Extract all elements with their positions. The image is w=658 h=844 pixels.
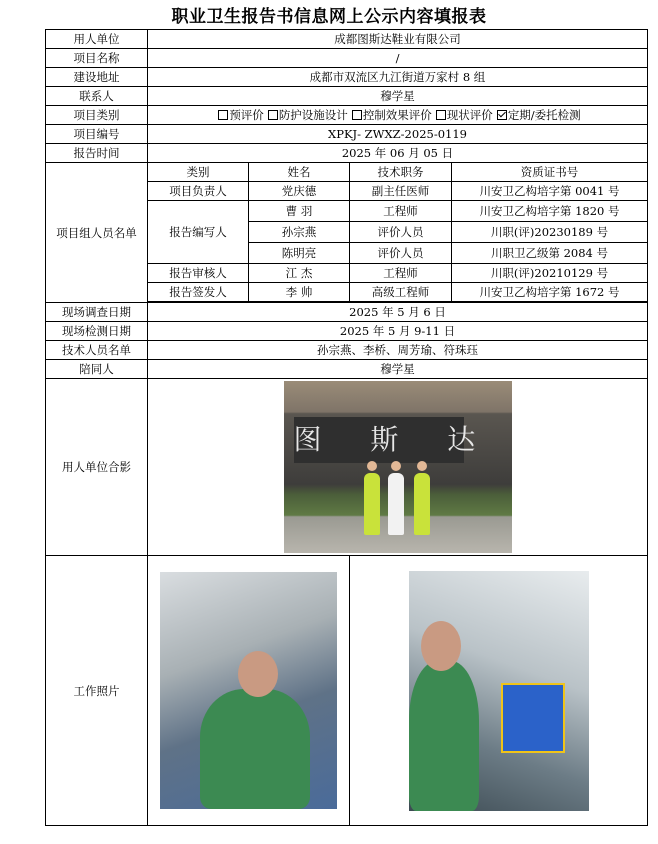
writer-2-title: 评价人员: [350, 222, 452, 243]
report-time-label: 报告时间: [46, 144, 148, 163]
team-header-category: 类别: [148, 163, 249, 182]
worker-head: [238, 651, 278, 697]
survey-date-label: 现场调查日期: [46, 303, 148, 322]
team-header-row: [46, 163, 648, 182]
employer-value: 成都图斯达鞋业有限公司: [148, 30, 648, 49]
project-name-label: 项目名称: [46, 49, 148, 68]
worker-figure: [200, 689, 310, 809]
team-header-cert: 资质证书号: [452, 163, 648, 182]
detector-device: [501, 683, 565, 753]
row-project-no: [46, 125, 648, 144]
reviewer-role: 报告审核人: [148, 264, 249, 283]
issuer-title: 高级工程师: [350, 283, 452, 302]
work-photo-label: 工作照片: [46, 556, 148, 826]
team-header-title: 技术职务: [350, 163, 452, 182]
escort-label: 陪同人: [46, 360, 148, 379]
employer-label: 用人单位: [46, 30, 148, 49]
person-head: [367, 461, 377, 471]
row-address: [46, 68, 648, 87]
factory-sign: 图 斯 达: [294, 417, 464, 463]
issuer-cert: 川安卫乙构培字第 1672 号: [452, 283, 648, 302]
reviewer-cert: 川职(评)20210129 号: [452, 264, 648, 283]
writer-2-name: 孙宗燕: [249, 222, 350, 243]
category-option-label: 预评价: [229, 108, 264, 122]
contact-value: 穆学星: [148, 87, 648, 106]
worker-head: [421, 621, 461, 671]
category-checkbox[interactable]: [352, 110, 362, 120]
work-photo-cell-1: [148, 556, 350, 826]
category-options: [148, 106, 648, 125]
row-group-photo: [46, 379, 648, 556]
tech-staff-value: 孙宗燕、李桥、周芳瑜、符珠珏: [148, 341, 648, 360]
work-photo-2: [409, 571, 589, 811]
project-no-value: XPKJ- ZWXZ-2025-0119: [148, 125, 648, 144]
project-no-label: 项目编号: [46, 125, 148, 144]
category-checkbox[interactable]: [497, 110, 507, 120]
reviewer-name: 江 杰: [249, 264, 350, 283]
team-header-name: 姓名: [249, 163, 350, 182]
category-checkbox[interactable]: [268, 110, 278, 120]
test-date-label: 现场检测日期: [46, 322, 148, 341]
work-photo-cell-2: [350, 556, 648, 826]
category-label: 项目类别: [46, 106, 148, 125]
row-category: [46, 106, 648, 125]
row-employer: [46, 30, 648, 49]
page-title: 职业卫生报告书信息网上公示内容填报表: [171, 7, 487, 27]
person-figure: [364, 473, 380, 535]
person-figure: [388, 473, 404, 535]
worker-figure: [409, 661, 479, 811]
writer-2-cert: 川职(评)20230189 号: [452, 222, 648, 243]
row-tech-staff: [46, 341, 648, 360]
test-date-value: 2025 年 5 月 9-11 日: [148, 322, 648, 341]
report-table: [45, 29, 648, 826]
writer-role: 报告编写人: [148, 201, 249, 264]
category-checkbox[interactable]: [218, 110, 228, 120]
work-photo-1: [160, 572, 337, 809]
writer-3-cert: 川职卫乙级第 2084 号: [452, 243, 648, 264]
category-option-label: 现状评价: [446, 108, 493, 122]
category-option-label: 定期/委托检测: [507, 108, 581, 122]
row-test-date: [46, 322, 648, 341]
leader-role: 项目负责人: [148, 182, 249, 201]
group-photo-label: 用人单位合影: [46, 379, 148, 556]
leader-name: 党庆德: [249, 182, 350, 201]
person-figure: [414, 473, 430, 535]
issuer-role: 报告签发人: [148, 283, 249, 302]
reviewer-title: 工程师: [350, 264, 452, 283]
project-name-value: /: [148, 49, 648, 68]
row-report-time: [46, 144, 648, 163]
writer-1-title: 工程师: [350, 201, 452, 222]
writer-3-name: 陈明亮: [249, 243, 350, 264]
leader-cert: 川安卫乙构培字第 0041 号: [452, 182, 648, 201]
address-value: 成都市双流区九江街道万家村 8 组: [148, 68, 648, 87]
escort-value: 穆学星: [148, 360, 648, 379]
row-contact: [46, 87, 648, 106]
report-time-value: 2025 年 06 月 05 日: [148, 144, 648, 163]
row-survey-date: [46, 303, 648, 322]
writer-3-title: 评价人员: [350, 243, 452, 264]
issuer-name: 李 帅: [249, 283, 350, 302]
survey-date-value: 2025 年 5 月 6 日: [148, 303, 648, 322]
writer-1-name: 曹 羽: [249, 201, 350, 222]
category-option-label: 防护设施设计: [278, 108, 348, 122]
row-work-photos: [46, 556, 648, 826]
group-photo: [284, 381, 512, 553]
person-head: [417, 461, 427, 471]
row-project-name: [46, 49, 648, 68]
group-photo-cell: [148, 379, 648, 556]
address-label: 建设地址: [46, 68, 148, 87]
contact-label: 联系人: [46, 87, 148, 106]
person-head: [391, 461, 401, 471]
writer-1-cert: 川安卫乙构培字第 1820 号: [452, 201, 648, 222]
team-label: 项目组人员名单: [46, 163, 148, 303]
leader-title: 副主任医师: [350, 182, 452, 201]
category-checkbox[interactable]: [436, 110, 446, 120]
category-option-label: 控制效果评价: [362, 108, 432, 122]
tech-staff-label: 技术人员名单: [46, 341, 148, 360]
row-escort: [46, 360, 648, 379]
